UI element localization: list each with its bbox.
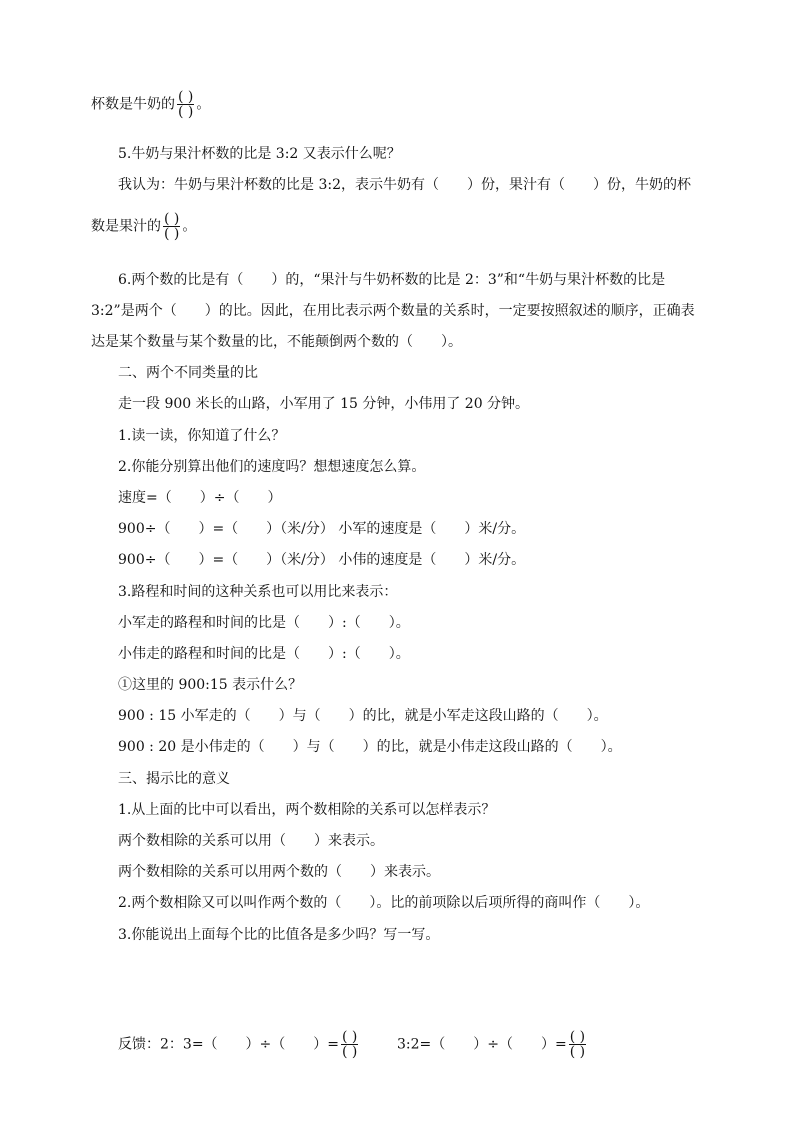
text-segment: 。 [182,218,197,235]
problem-statement: 走一段 900 米长的山路，小军用了 15 分钟，小伟用了 20 分钟。 [118,396,530,412]
section-heading-3: 三、揭示比的意义 [118,771,230,787]
answer-line: 我认为：牛奶与果汁杯数的比是 3:2，表示牛奶有（ ）份，果汁有（ ）份，牛奶的杯 [118,177,691,193]
feedback-line [118,1030,360,1059]
text-line: 3:2”是两个（ ）的比。因此，在用比表示两个数量的关系时，一定要按照叙述的顺序，正确表 [91,303,695,319]
fraction-blank [569,1030,586,1059]
text-line [91,90,210,119]
question-3: 3.路程和时间的这种关系也可以用比来表示： [118,584,398,600]
feedback-line [397,1030,588,1059]
fraction-numerator-blank: ( ) [342,1029,358,1045]
calc-line-xiaowei: 900÷（ ）=（ ）（米/分） 小伟的速度是（ ）米/分。 [118,552,526,568]
text-segment: 。 [196,96,211,113]
question-1: 1.从上面的比中可以看出，两个数相除的关系可以怎样表示？ [118,802,496,818]
question-6: 6.两个数的比是有（ ）的，“果汁与牛奶杯数的比是 2：3”和“牛奶与果汁杯数的比是 [118,272,666,288]
sub-question: ①这里的 900:15 表示什么？ [118,677,303,693]
fraction-denominator-blank: ( ) [164,226,180,242]
text-segment: 反馈：2：3=（ ）÷（ ）= [118,1036,340,1053]
fraction-blank [163,212,180,241]
question-2: 2.你能分别算出他们的速度吗？想想速度怎么算。 [118,459,426,475]
text-line [91,212,196,241]
ratio-line-xiaowei: 小伟走的路程和时间的比是（ ）:（ ）。 [118,646,410,662]
speed-formula: 速度=（ ）÷（ ） [118,490,282,506]
text-segment: 数是果汁的 [91,218,161,235]
calc-line-xiaojun: 900÷（ ）=（ ）（米/分） 小军的速度是（ ）米/分。 [118,521,526,537]
question-3: 3.你能说出上面每个比的比值各是多少吗？写一写。 [118,927,440,943]
question-5: 5.牛奶与果汁杯数的比是 3:2 又表示什么呢？ [118,146,401,162]
fraction-blank [341,1030,358,1059]
section-heading-2: 二、两个不同类量的比 [118,365,258,381]
fraction-denominator-blank: ( ) [178,104,194,120]
explain-line-xiaojun: 900 : 15 小军走的（ ）与（ ）的比，就是小军走这段山路的（ ）。 [118,708,608,724]
explain-line-xiaowei: 900 : 20 是小伟走的（ ）与（ ）的比，就是小伟走这段山路的（ ）。 [118,739,622,755]
text-segment: 3:2=（ ）÷（ ）= [397,1036,567,1053]
fraction-numerator-blank: ( ) [178,89,194,105]
fraction-denominator-blank: ( ) [569,1044,586,1060]
answer-line: 两个数相除的关系可以用（ ）来表示。 [118,833,384,849]
text-line: 达是某个数量与某个数量的比，不能颠倒两个数的（ ）。 [91,334,462,350]
fraction-numerator-blank: ( ) [569,1029,586,1045]
question-1: 1.读一读，你知道了什么？ [118,428,286,444]
answer-line: 两个数相除的关系可以用两个数的（ ）来表示。 [118,864,440,880]
text-segment: 杯数是牛奶的 [91,96,175,113]
fraction-denominator-blank: ( ) [342,1044,358,1060]
ratio-line-xiaojun: 小军走的路程和时间的比是（ ）:（ ）。 [118,615,410,631]
fraction-numerator-blank: ( ) [164,211,180,227]
question-2: 2.两个数相除又可以叫作两个数的（ ）。比的前项除以后项所得的商叫作（ ）。 [118,895,650,911]
fraction-blank [177,90,194,119]
